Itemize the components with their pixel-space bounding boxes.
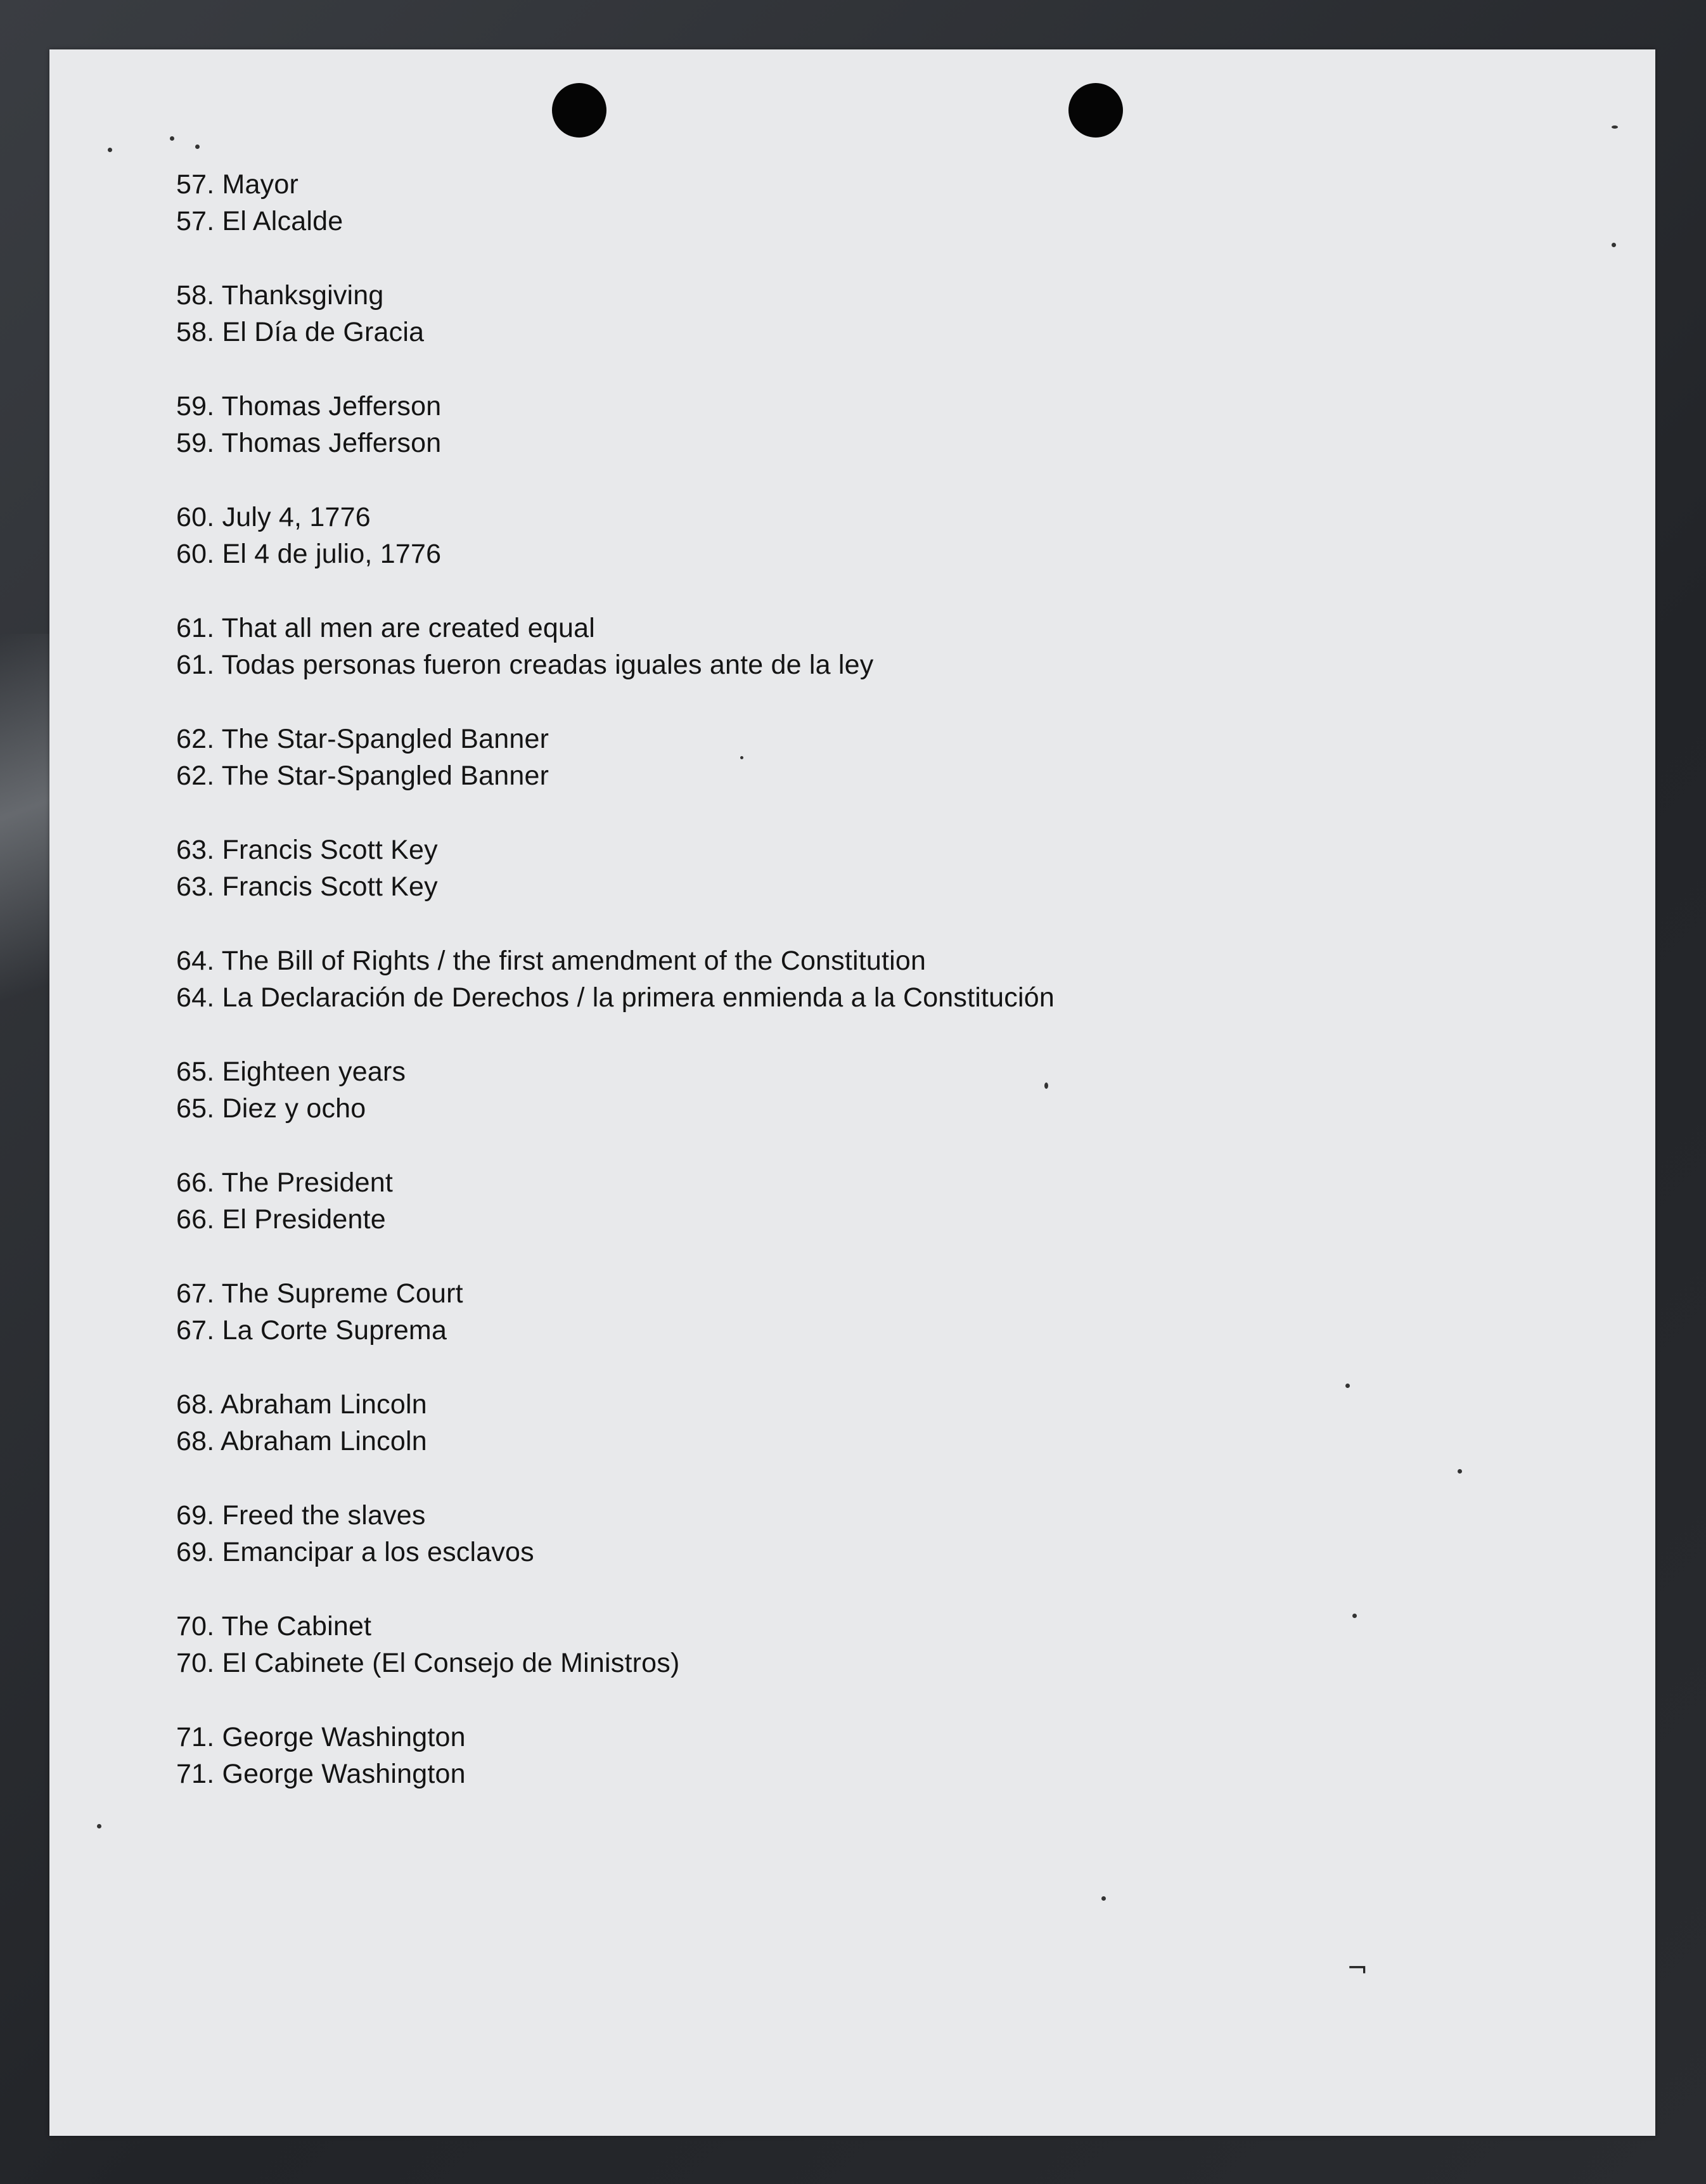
- answer-english: 66. The President: [176, 1167, 394, 1198]
- answer-english: 65. Eighteen years: [176, 1057, 406, 1087]
- answer-english: 68. Abraham Lincoln: [176, 1389, 427, 1420]
- speck: [1458, 1469, 1462, 1474]
- answer-english: 70. The Cabinet: [176, 1611, 372, 1641]
- speck: [195, 145, 200, 149]
- list-item: [176, 277, 1380, 388]
- answer-spanish: 61. Todas personas fueron creadas iguales ante de la ley: [176, 650, 874, 680]
- list-item: [176, 1719, 1380, 1830]
- answer-spanish: 71. George Washington: [176, 1759, 466, 1789]
- list-item: [176, 1164, 1380, 1275]
- answer-english: 61. That all men are created equal: [176, 613, 595, 643]
- answer-spanish: 57. El Alcalde: [176, 206, 343, 236]
- list-item: [176, 166, 1380, 277]
- speck: [170, 136, 174, 141]
- answer-english: 64. The Bill of Rights / the first amendment of the Constitution: [176, 946, 927, 976]
- answer-english: 71. George Washington: [176, 1722, 466, 1752]
- answer-english: 60. July 4, 1776: [176, 502, 371, 532]
- speck: [108, 148, 112, 152]
- list-item: [176, 832, 1380, 942]
- list-item: [176, 1497, 1380, 1608]
- answer-english: 63. Francis Scott Key: [176, 835, 438, 865]
- answer-english: 57. Mayor: [176, 169, 298, 200]
- list-item: [176, 1053, 1380, 1164]
- punch-hole-left: [552, 83, 606, 138]
- speck: [1612, 125, 1618, 129]
- answer-spanish: 70. El Cabinete (El Consejo de Ministros): [176, 1648, 680, 1678]
- list-item: [176, 388, 1380, 499]
- list-item: [176, 1386, 1380, 1497]
- list-item: [176, 942, 1380, 1053]
- list-item: [176, 1608, 1380, 1719]
- answer-english: 69. Freed the slaves: [176, 1500, 426, 1531]
- answer-spanish: 60. El 4 de julio, 1776: [176, 539, 442, 569]
- speck: [1612, 243, 1616, 247]
- answer-spanish: 66. El Presidente: [176, 1204, 386, 1235]
- answer-list: [176, 166, 1380, 1830]
- list-item: [176, 1275, 1380, 1386]
- answer-spanish: 65. Diez y ocho: [176, 1093, 366, 1124]
- list-item: [176, 610, 1380, 721]
- corner-mark-icon: ¬: [1347, 1954, 1368, 1983]
- answer-english: 62. The Star-Spangled Banner: [176, 724, 549, 754]
- speck: [97, 1824, 101, 1828]
- answer-spanish: 69. Emancipar a los esclavos: [176, 1537, 534, 1567]
- answer-spanish: 68. Abraham Lincoln: [176, 1426, 427, 1456]
- punch-hole-right: [1068, 83, 1123, 138]
- answer-english: 58. Thanksgiving: [176, 280, 384, 311]
- answer-english: 59. Thomas Jefferson: [176, 391, 442, 421]
- speck: [1101, 1896, 1106, 1901]
- answer-english: 67. The Supreme Court: [176, 1278, 463, 1309]
- answer-spanish: 58. El Día de Gracia: [176, 317, 425, 347]
- answer-spanish: 67. La Corte Suprema: [176, 1315, 447, 1346]
- scan-glare: [0, 634, 49, 1077]
- answer-spanish: 64. La Declaración de Derechos / la primera enmienda a la Constitución: [176, 982, 1055, 1013]
- answer-spanish: 63. Francis Scott Key: [176, 871, 438, 902]
- list-item: [176, 499, 1380, 610]
- answer-spanish: 59. Thomas Jefferson: [176, 428, 442, 458]
- answer-spanish: 62. The Star-Spangled Banner: [176, 761, 549, 791]
- list-item: [176, 721, 1380, 832]
